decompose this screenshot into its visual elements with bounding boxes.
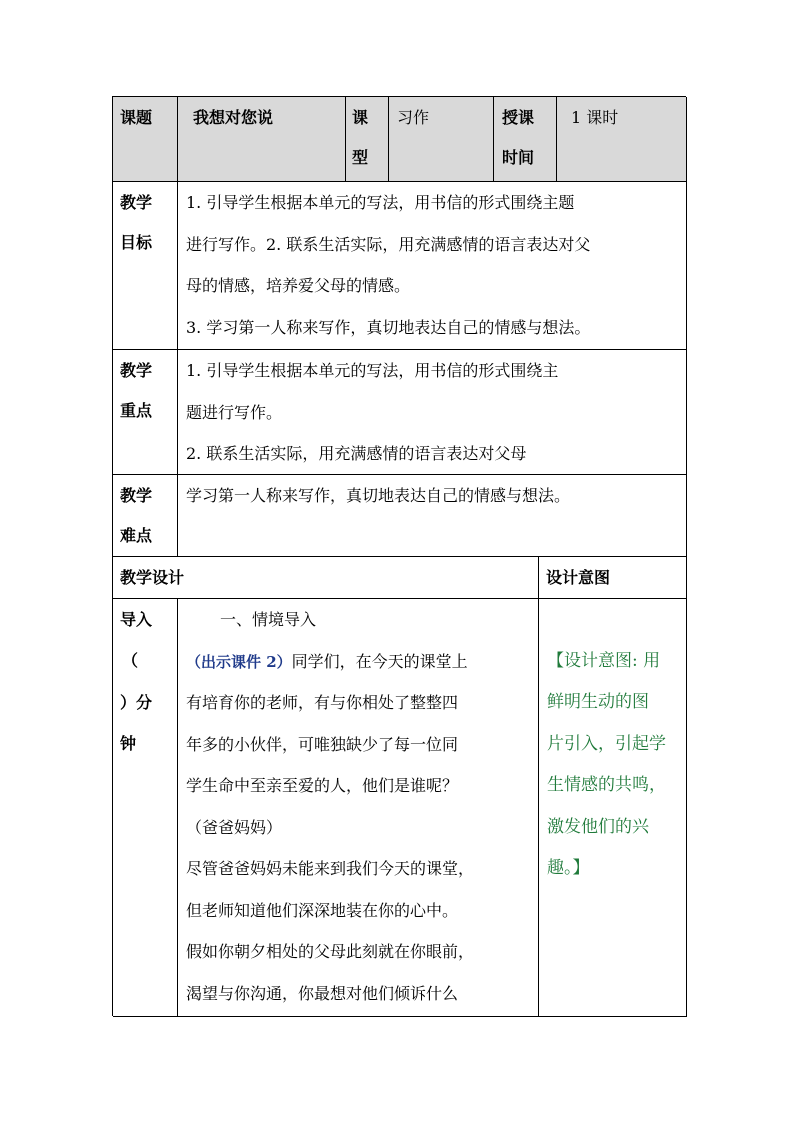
intro-label-1: 导入: [120, 610, 153, 629]
goals-label-cell: [113, 182, 178, 350]
time-value: 1 课时: [571, 108, 619, 127]
intent-line-3: 片引入，引起学: [547, 733, 666, 754]
topic-label: 课题: [120, 108, 153, 127]
topic-value: 我想对您说: [193, 108, 274, 127]
type-value-cell: [389, 97, 494, 182]
time-value-cell: [557, 97, 687, 182]
goals-content-cell: [178, 182, 687, 350]
keypoints-label-2: 重点: [120, 401, 153, 420]
intent-line-1: 【设计意图: 用: [547, 650, 661, 671]
keypoints-label-1: 教学: [120, 361, 153, 380]
intent-line-5: 激发他们的兴: [547, 816, 649, 837]
time-label-cell: [494, 97, 557, 182]
type-label-cell: [346, 97, 389, 182]
type-value: 习作: [397, 108, 430, 127]
intent-line-2: 鲜明生动的图: [547, 692, 649, 712]
intent-line-6: 趣。】: [547, 858, 590, 878]
intro-line-6: 尽管爸爸妈妈未能来到我们今天的课堂，: [186, 859, 475, 878]
intro-line-7: 但老师知道他们深深地装在你的心中。: [186, 900, 459, 920]
lesson-plan-table: [112, 96, 686, 1016]
intro-line-1-text: 同学们，在今天的课堂上: [291, 651, 468, 671]
intent-label: 设计意图: [546, 568, 611, 587]
intro-line-5: （爸爸妈妈）: [186, 817, 283, 837]
type-label-2: 型: [352, 148, 369, 167]
difficulties-label-2: 难点: [120, 526, 153, 545]
intro-line-8: 假如你朝夕相处的父母此刻就在你眼前，: [186, 942, 475, 961]
intro-label-2: （: [122, 651, 139, 670]
keypoints-line-1: 1. 引导学生根据本单元的写法，用书信的形式围绕主: [186, 361, 559, 380]
intro-line-4: 学生命中至亲至爱的人，他们是谁呢？: [186, 776, 459, 795]
intro-intent-cell: [539, 599, 687, 1017]
intent-label-cell: [539, 557, 687, 599]
difficulties-label-1: 教学: [120, 486, 153, 505]
goals-line-3: 母的情感，培养爱父母的情感。: [186, 276, 411, 295]
keypoints-label-cell: [113, 350, 178, 475]
intent-line-4: 生情感的共鸣，: [547, 775, 666, 795]
time-label-2: 时间: [502, 148, 535, 167]
intro-line-2: 有培育你的老师，有与你相处了整整四: [186, 693, 459, 712]
intro-content-cell: [178, 599, 539, 1017]
intro-line-1: [186, 641, 468, 684]
intro-heading: 一、情境导入: [220, 610, 317, 629]
intro-line-3: 年多的小伙伴，可唯独缺少了每一位同: [186, 734, 459, 754]
topic-label-cell: [113, 97, 178, 182]
design-label: 教学设计: [120, 568, 185, 587]
difficulties-text: 学习第一人称来写作，真切地表达自己的情感与想法。: [186, 486, 571, 505]
difficulties-content-cell: [178, 475, 687, 557]
topic-value-cell: [178, 97, 346, 182]
time-label-1: 授课: [502, 108, 535, 127]
intro-line-9: 渴望与你沟通，你最想对他们倾诉什么: [186, 983, 459, 1003]
difficulties-label-cell: [113, 475, 178, 557]
goals-label-2: 目标: [120, 233, 153, 252]
type-label-1: 课: [352, 108, 369, 127]
intro-label-cell: [113, 599, 178, 1017]
keypoints-line-2: 题进行写作。: [186, 402, 283, 422]
keypoints-line-3: 2. 联系生活实际，用充满感情的语言表达对父母: [186, 444, 527, 463]
keypoints-content-cell: [178, 350, 687, 475]
goals-line-2: 进行写作。2. 联系生活实际，用充满感情的语言表达对父: [186, 234, 591, 254]
design-label-cell: [113, 557, 539, 599]
goals-line-4: 3. 学习第一人称来写作，真切地表达自己的情感与想法。: [186, 317, 591, 337]
intro-label-4: 钟: [120, 734, 137, 753]
intro-label-3: ）分: [120, 693, 153, 712]
goals-label-1: 教学: [120, 193, 153, 212]
courseware-ref: （出示课件 2）: [186, 652, 292, 671]
goals-line-1: 1. 引导学生根据本单元的写法，用书信的形式围绕主题: [186, 193, 575, 212]
